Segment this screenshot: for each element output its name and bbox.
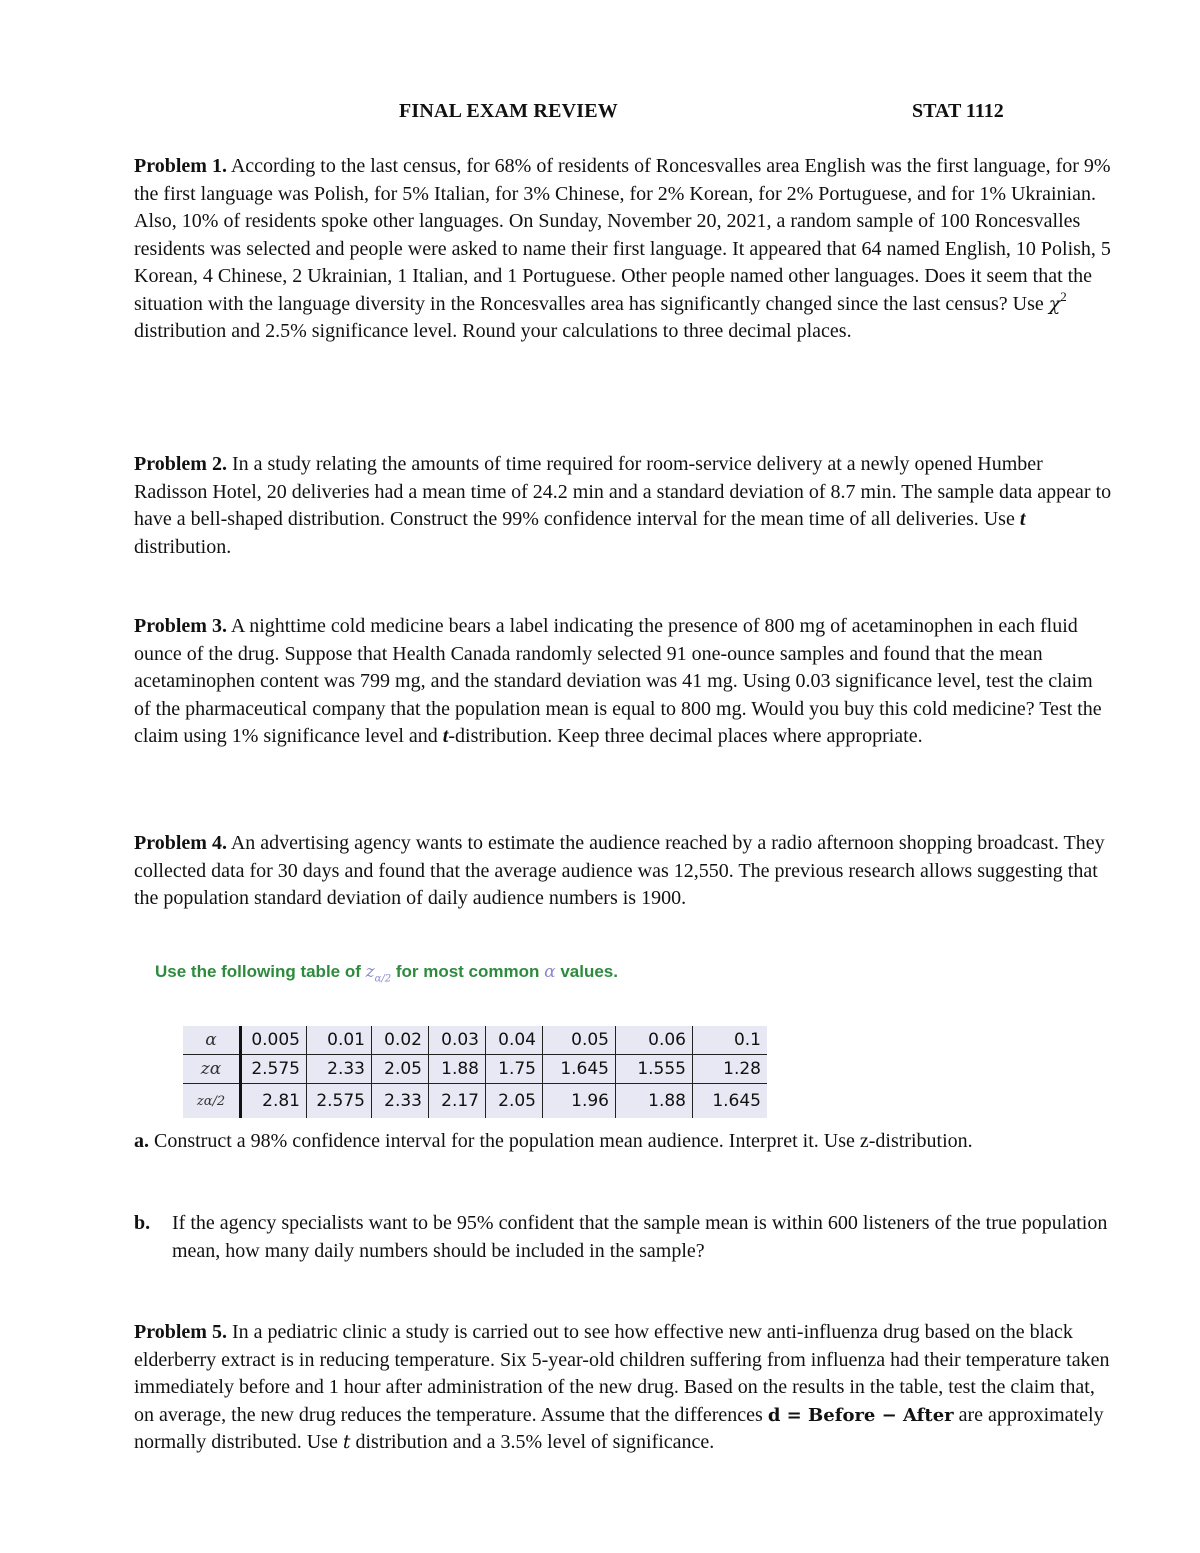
table-cell: 1.645: [693, 1084, 768, 1119]
problem-3-label: Problem 3.: [134, 615, 227, 637]
table-cell: 1.75: [486, 1055, 543, 1084]
problem-4-part-a: [134, 1128, 1114, 1156]
problem-5-text-a: In a pediatric clinic a study is carried out to see how effective new anti-influenza drug based on the black elderberry extract is in reducing temperature. Six 5-year-old children suffering from influenza had their temperature taken immediately before and 1 hour after administration of the new drug. Based on the results in the table, test the claim that, on average, the new drug reduces the temperature. Assume that the differences: [134, 1321, 1110, 1426]
problem-3-text-a: A nighttime cold medicine bears a label indicating the presence of 800 mg of acetaminophen in each fluid ounce of the drug. Suppose that Health Canada randomly selected 91 one-ounce samples and found that the mean acetaminophen content was 799 mg, and the standard deviation was 41 mg. Using 0.03 significance level, test the claim of the pharmaceutical company that the population mean is equal to 800 mg. Would you buy this cold medicine? Test the claim using 1% significance level and: [134, 615, 1102, 747]
table-row: [183, 1026, 767, 1055]
problem-5-text-c: distribution and a 3.5% level of significance.: [350, 1431, 715, 1453]
table-cell: 0.01: [307, 1026, 372, 1055]
problem-4: [134, 830, 1114, 913]
table-cell: 1.88: [429, 1055, 486, 1084]
problem-1: [134, 153, 1114, 346]
row-label-alpha: α: [183, 1026, 241, 1055]
t-symbol: t: [442, 725, 449, 747]
table-row: [183, 1084, 767, 1119]
page-header: [0, 100, 1200, 128]
table-cell: 0.05: [543, 1026, 616, 1055]
table-caption-b: for most common: [395, 962, 545, 981]
problem-1-text-a: According to the last census, for 68% of residents of Roncesvalles area English was the first language, for 9% the first language was Polish, for 5% Italian, for 3% Chinese, for 2% Korean, for 2% Portuguese, and for 1% Ukrainian. Also, 10% of residents spoke other languages. On Sunday, November 20, 2021, a random sample of 100 Roncesvalles residents was selected and people were asked to name their first language. It appeared that 64 named English, 10 Polish, 5 Korean, 4 Chinese, 2 Ukrainian, 1 Italian, and 1 Portuguese. Other people named other languages. Does it seem that the situation with the language diversity in the Roncesvalles area has significantly changed since the last census? Use: [134, 155, 1111, 315]
table-caption-a: Use the following table of: [155, 962, 366, 981]
row-label-z-alpha-half: zα/2: [183, 1084, 241, 1119]
problem-5: [134, 1319, 1114, 1457]
problem-4-part-b: [134, 1210, 1114, 1262]
problem-2-label: Problem 2.: [134, 453, 227, 475]
table-cell: 0.1: [693, 1026, 768, 1055]
alpha-symbol: α: [544, 962, 556, 982]
difference-formula: d = Before − After: [767, 1404, 954, 1426]
table-cell: 2.33: [372, 1084, 429, 1119]
table-cell: 2.575: [241, 1055, 307, 1084]
part-b-text: If the agency specialists want to be 95% confident that the sample mean is within 600 listeners of the true population mean, how many daily numbers should be included in the sample?: [172, 1212, 1108, 1262]
table-row: [183, 1055, 767, 1084]
part-b-label: b.: [134, 1212, 151, 1234]
page-title: FINAL EXAM REVIEW: [399, 100, 618, 122]
table-cell: 1.555: [616, 1055, 693, 1084]
problem-2-text-a: In a study relating the amounts of time required for room-service delivery at a newly opened Humber Radisson Hotel, 20 deliveries had a mean time of 24.2 min and a standard deviation of 8.7 min. The sample data appear to have a bell-shaped distribution. Construct the 99% confidence interval for the mean time of all deliveries. Use: [134, 453, 1112, 530]
table-cell: 1.96: [543, 1084, 616, 1119]
table-cell: 2.05: [486, 1084, 543, 1119]
course-code: STAT 1112: [912, 100, 1004, 122]
table-cell: 1.645: [543, 1055, 616, 1084]
problem-2-text-b: distribution.: [134, 535, 232, 558]
part-a-label: a.: [134, 1130, 149, 1152]
table-cell: 0.03: [429, 1026, 486, 1055]
z-symbol: z: [365, 962, 375, 982]
problem-5-label: Problem 5.: [134, 1321, 227, 1343]
table-cell: 0.005: [241, 1026, 307, 1055]
table-cell: 2.575: [307, 1084, 372, 1119]
table-cell: 2.17: [429, 1084, 486, 1119]
t-symbol: t: [342, 1431, 351, 1453]
part-a-text: Construct a 98% confidence interval for the population mean audience. Interpret it. Use z-distribution.: [149, 1130, 973, 1152]
table-caption: [155, 962, 618, 984]
t-symbol: t: [1019, 508, 1026, 530]
table-cell: 0.02: [372, 1026, 429, 1055]
problem-3-text-b: -distribution. Keep three decimal places where appropriate.: [448, 725, 923, 747]
z-subscript: α/2: [374, 973, 392, 985]
table-caption-c: values.: [555, 962, 618, 981]
problem-1-label: Problem 1.: [134, 155, 227, 177]
chi-exponent: 2: [1060, 288, 1067, 304]
table-cell: 1.28: [693, 1055, 768, 1084]
problem-1-text-b: distribution and 2.5% significance level. Round your calculations to three decimal places.: [134, 320, 852, 342]
chi-symbol: χ: [1048, 292, 1061, 315]
problem-4-label: Problem 4.: [134, 832, 227, 854]
problem-2: [134, 451, 1114, 561]
problem-5-text-b: are approximately normally distributed. Use: [134, 1403, 1104, 1453]
table-cell: 2.81: [241, 1084, 307, 1119]
problem-4-text: An advertising agency wants to estimate the audience reached by a radio afternoon shopping broadcast. They collected data for 30 days and found that the average audience was 12,550. The previous research allows suggesting that the population standard deviation of daily audience numbers is 1900.: [134, 832, 1105, 909]
table-cell: 2.33: [307, 1055, 372, 1084]
row-label-z-alpha: zα: [183, 1055, 241, 1084]
z-values-table: [183, 1026, 767, 1118]
table-cell: 0.04: [486, 1026, 543, 1055]
problem-3: [134, 613, 1114, 751]
table-cell: 2.05: [372, 1055, 429, 1084]
table-cell: 1.88: [616, 1084, 693, 1119]
table-cell: 0.06: [616, 1026, 693, 1055]
